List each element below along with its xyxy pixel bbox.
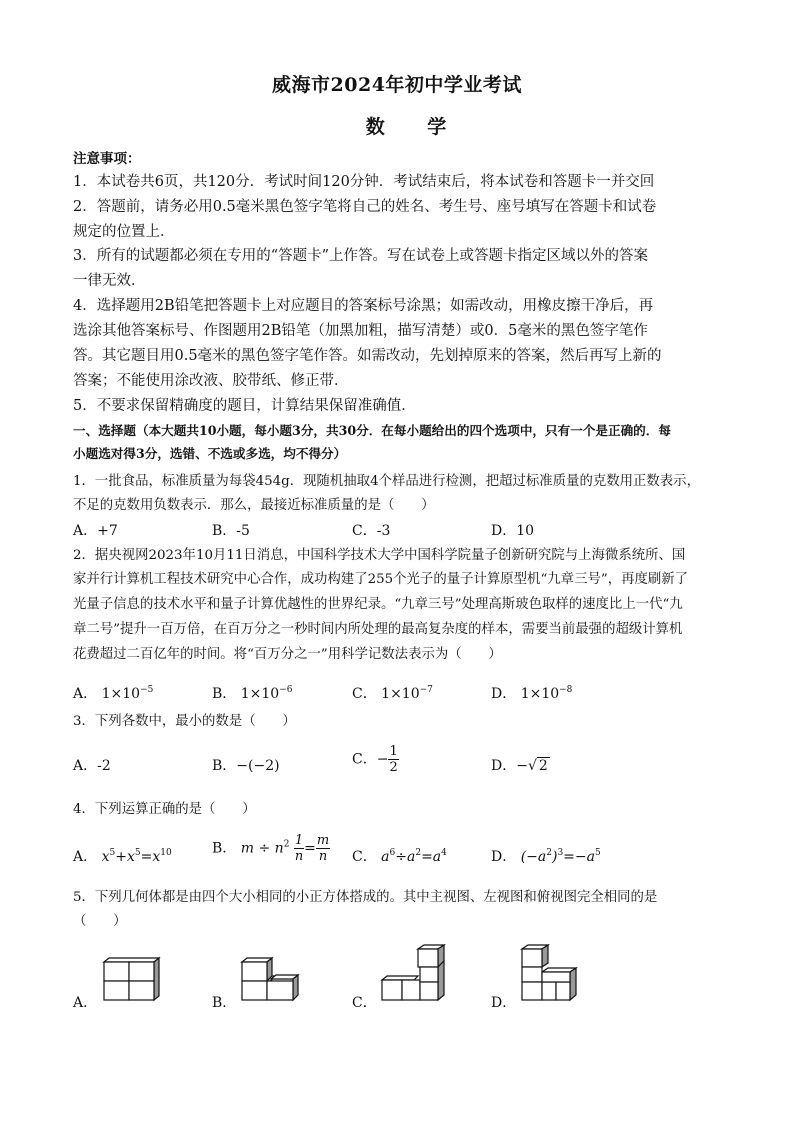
notice-line: 1．本试卷共6页，共120分．考试时间120分钟．考试结束后，将本试卷和答题卡一并交回 [73,174,655,190]
notice-line: 3．所有的试题都必须在专用的“答题卡”上作答。写在试卷上或答题卡指定区域以外的答案 [73,248,649,264]
minus-sign: − [376,751,389,768]
q3-option-c [352,744,399,775]
q5-option-d: D． [491,995,517,1011]
q2-option-d [491,680,572,704]
option-exponent: −6 [279,685,293,695]
q1-option-b: B．-5 [212,523,250,539]
option-label: B． [212,686,237,702]
option-expression: $(-a^2)^3=-a^5$ [520,848,601,865]
question-1-line: 1．一批食品，标准质量为每袋454g．现随机抽取4个样品进行检测，把超过标准质量的克数用正数表示， [73,474,700,489]
notice-line: 答。其它题目用0.5毫米的黑色签字笔作答。如需改动，先划掉原来的答案，然后再写上新的 [73,348,662,364]
fraction [294,833,304,864]
question-2-line: 2．据央视网2023年10月11日消息，中国科学技术大学中国科学院量子创新研究院与上海微系统所、国 [73,548,686,563]
question-3-stem: 3．下列各数中，最小的数是（ ） [73,714,296,729]
section-heading: 一、选择题（本大题共10小题，每小题3分，共30分．在每小题给出的四个选项中，只有一个是正确的．每 [73,423,671,438]
sqrt-icon: √ [527,758,537,774]
notice-heading: 注意事项： [73,151,141,167]
q5-option-a: A． [73,995,98,1011]
option-label: D． [491,758,517,774]
fraction [388,744,398,775]
option-label: C． [352,751,377,768]
option-exponent: −8 [559,685,573,695]
option-exponent: 2 [283,839,290,850]
q4-option-a [73,843,172,867]
option-label: B． [212,840,237,857]
q2-option-a [73,680,153,704]
question-5-line: （ ） [73,914,127,929]
question-2-line: 光量子信息的技术水平和量子计算优越性的世界纪录。“九章三号”处理高斯玻色取样的速度比上一代“九 [73,597,683,612]
option-expression: $x^5+x^5=x^{10}$ [101,848,172,865]
q5-option-c: C． [352,995,377,1011]
fraction [316,833,330,864]
notice-line: 规定的位置上． [73,224,175,240]
fraction-denominator: n [318,849,328,864]
exam-title: 威海市2024年初中学业考试 [272,74,522,96]
question-1-line: 不足的克数用负数表示．那么，最接近标准质量的是（ ） [73,498,435,513]
option-label: A． [73,849,98,865]
option-base: 1×10 [520,686,560,702]
option-label: D． [491,686,517,702]
option-label: B． [212,758,237,774]
notice-line: 一律无效． [73,273,146,289]
fraction-numerator: 1 [389,744,398,759]
notice-line: 4．选择题用2B铅笔把答题卡上对应题目的答案标号涂黑；如需改动，用橡皮擦干净后，再 [73,298,654,314]
q2-option-b [212,680,292,704]
option-label: D． [491,849,517,865]
notice-line: 选涂其他答案标号、作图题用2B铅笔（加黑加粗，描写清楚）或0．5毫米的黑色签字笔作 [73,323,648,339]
fraction-denominator: 2 [389,760,398,775]
notice-line: 5．不要求保留精确度的题目，计算结果保留准确值． [73,398,416,414]
figure-d-cubes [518,943,580,1005]
fraction-numerator: m [316,833,330,848]
question-2-line: 章二号”提升一百万倍，在百万分之一秒时间内所处理的最高复杂度的样本，需要当前最强的超级计算机 [73,622,683,637]
q1-option-d: D．10 [491,523,535,539]
q5-option-b: B． [212,995,237,1011]
section-heading: 小题选对得3分，选错、不选或多选，均不得分） [73,446,347,461]
option-exponent: −7 [419,685,433,695]
option-exponent: −5 [140,685,154,695]
option-label: C． [352,686,377,702]
notice-line: 2．答题前，请务必用0.5毫米黑色签字笔将自己的姓名、考生号、座号填写在答题卡和试卷 [73,199,657,215]
question-2-line: 家并行计算机工程技术研究中心合作，成功构建了255个光子的量子计算原型机“九章三号”，再度刷新了 [73,572,689,587]
q4-option-c [352,843,447,867]
option-base: 1×10 [101,686,141,702]
minus-sign: − [516,758,528,774]
q4-option-b [212,833,330,864]
option-expression: −(−2) [236,758,280,774]
question-2-line: 花费超过二百亿年的时间。将“百万分之一”用科学记数法表示为（ ） [73,647,502,662]
q2-option-c [352,680,433,704]
q3-option-a: A．-2 [73,758,111,774]
q4-option-d [491,843,601,867]
q3-option-b [212,756,280,776]
option-base: 1×10 [240,686,280,702]
fraction-denominator: n [294,849,304,864]
q1-option-a: A．+7 [73,523,118,539]
option-label: A． [73,686,98,702]
subject-title: 数 学 [365,116,465,138]
notice-line: 答案；不能使用涂改液、胶带纸、修正带． [73,373,349,389]
option-base: 1×10 [381,686,420,702]
question-4-stem: 4．下列运算正确的是（ ） [73,802,256,817]
figure-b-cubes [238,955,302,1005]
option-label: C． [352,849,377,865]
option-expression: m ÷ n [240,840,284,857]
figure-c-cubes [378,943,448,1005]
q3-option-d [491,756,550,776]
figure-a-cubes [100,955,162,1005]
equals-sign: = [304,840,316,857]
question-5-line: 5．下列几何体都是由四个大小相同的小正方体搭成的。其中主视图、左视图和俯视图完全相同的是 [73,890,658,905]
option-expression: $a^6\div a^2=a^4$ [381,848,447,865]
fraction-numerator: 1 [294,833,304,848]
radicand: 2 [538,758,548,774]
q1-option-c: C．-3 [352,523,391,539]
